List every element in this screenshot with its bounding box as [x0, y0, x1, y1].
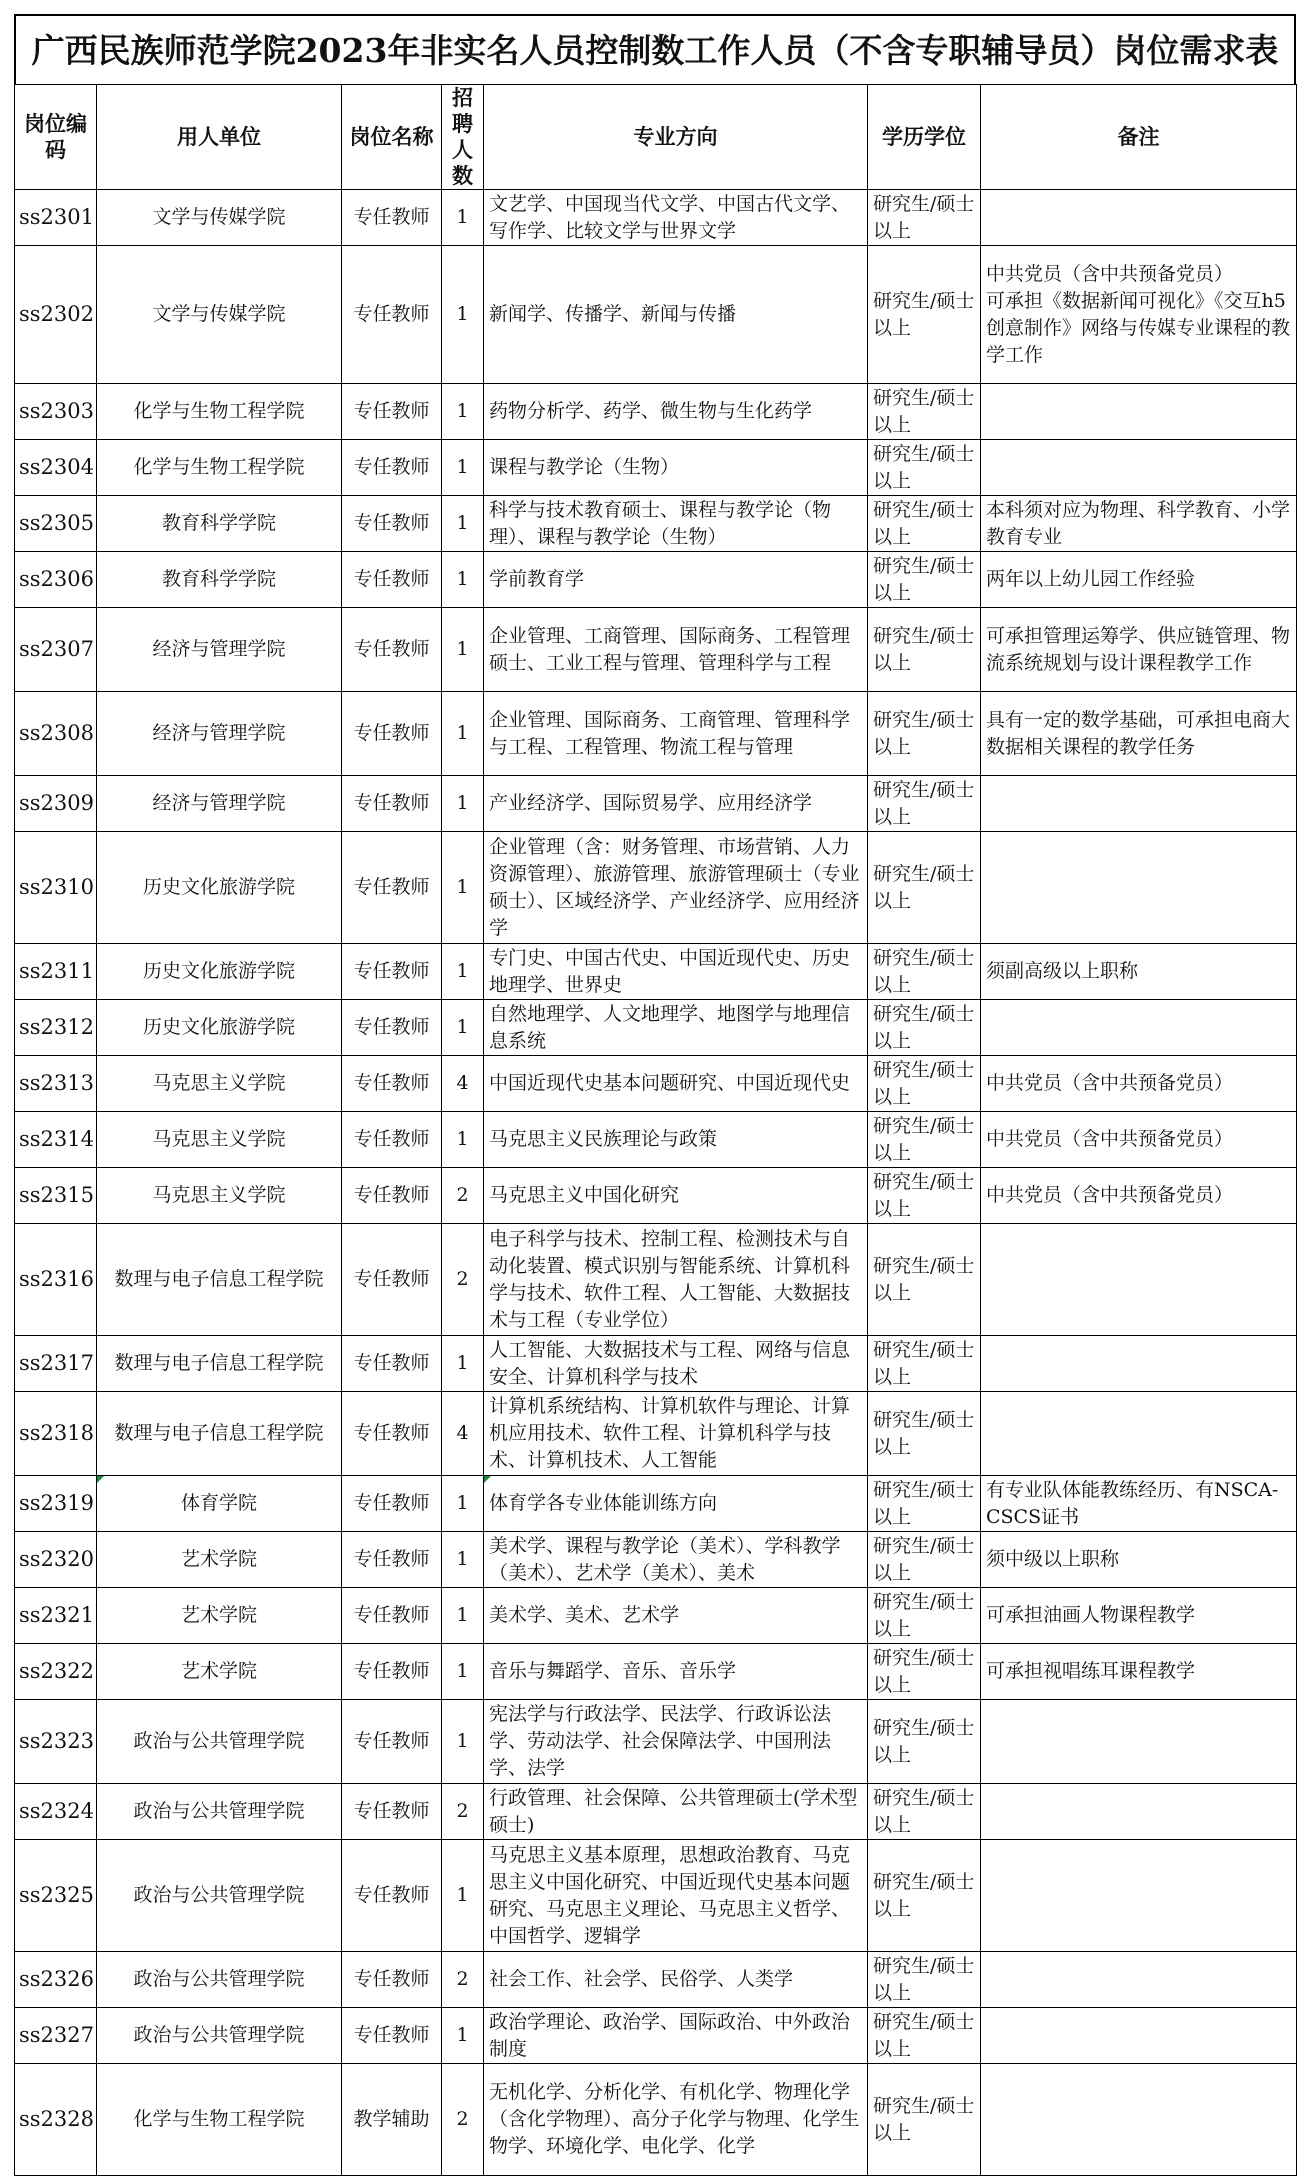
major-cell: 企业管理（含：财务管理、市场营销、人力资源管理）、旅游管理、旅游管理硕士（专业硕士）、区域经济学、产业经济学、应用经济学: [484, 832, 868, 944]
code-cell: ss2317: [15, 1336, 97, 1392]
code-cell: ss2310: [15, 832, 97, 944]
code-cell: ss2305: [15, 496, 97, 552]
code-cell: ss2324: [15, 1784, 97, 1840]
post-cell: 专任教师: [342, 1476, 442, 1532]
count-cell: 2: [442, 1952, 484, 2008]
code-cell: ss2325: [15, 1840, 97, 1952]
table-row: [15, 552, 1297, 608]
code-cell: ss2320: [15, 1532, 97, 1588]
degree-cell: 研究生/硕士以上: [868, 1392, 981, 1476]
note-cell: [981, 776, 1297, 832]
count-cell: 1: [442, 1336, 484, 1392]
major-cell: 药物分析学、药学、微生物与生化药学: [484, 384, 868, 440]
post-cell: 专任教师: [342, 1224, 442, 1336]
table-row: [15, 1700, 1297, 1784]
major-cell: 学前教育学: [484, 552, 868, 608]
post-cell: 专任教师: [342, 1168, 442, 1224]
major-cell: 专门史、中国古代史、中国近现代史、历史地理学、世界史: [484, 944, 868, 1000]
table-row: [15, 944, 1297, 1000]
post-cell: 专任教师: [342, 2008, 442, 2064]
degree-cell: 研究生/硕士以上: [868, 776, 981, 832]
unit-cell: 化学与生物工程学院: [97, 2064, 342, 2176]
major-cell: 宪法学与行政法学、民法学、行政诉讼法学、劳动法学、社会保障法学、中国刑法学、法学: [484, 1700, 868, 1784]
note-cell: 本科须对应为物理、科学教育、小学教育专业: [981, 496, 1297, 552]
post-cell: 专任教师: [342, 692, 442, 776]
post-cell: 专任教师: [342, 1056, 442, 1112]
major-cell: 企业管理、国际商务、工商管理、管理科学与工程、工程管理、物流工程与管理: [484, 692, 868, 776]
post-cell: 专任教师: [342, 608, 442, 692]
degree-cell: 研究生/硕士以上: [868, 1112, 981, 1168]
major-cell: 行政管理、社会保障、公共管理硕士(学术型硕士): [484, 1784, 868, 1840]
header-degree: 学历学位: [868, 85, 981, 190]
note-cell: [981, 1336, 1297, 1392]
degree-cell: 研究生/硕士以上: [868, 1168, 981, 1224]
note-cell: [981, 1224, 1297, 1336]
unit-cell: 化学与生物工程学院: [97, 440, 342, 496]
unit-cell: 历史文化旅游学院: [97, 832, 342, 944]
code-cell: ss2307: [15, 608, 97, 692]
note-cell: 有专业队体能教练经历、有NSCA-CSCS证书: [981, 1476, 1297, 1532]
major-cell: 新闻学、传播学、新闻与传播: [484, 246, 868, 384]
degree-cell: 研究生/硕士以上: [868, 496, 981, 552]
code-cell: ss2323: [15, 1700, 97, 1784]
note-cell: [981, 2008, 1297, 2064]
note-cell: 可承担视唱练耳课程教学: [981, 1644, 1297, 1700]
major-cell: 电子科学与技术、控制工程、检测技术与自动化装置、模式识别与智能系统、计算机科学与技术、软件工程、人工智能、大数据技术与工程（专业学位）: [484, 1224, 868, 1336]
degree-cell: 研究生/硕士以上: [868, 1952, 981, 2008]
count-cell: 1: [442, 944, 484, 1000]
table-row: [15, 1588, 1297, 1644]
note-cell: [981, 1000, 1297, 1056]
table-row: [15, 692, 1297, 776]
post-cell: 专任教师: [342, 1532, 442, 1588]
major-cell: 音乐与舞蹈学、音乐、音乐学: [484, 1644, 868, 1700]
table-row: [15, 1392, 1297, 1476]
table-row: [15, 190, 1297, 246]
degree-cell: 研究生/硕士以上: [868, 1840, 981, 1952]
page-title: 广西民族师范学院2023年非实名人员控制数工作人员（不含专职辅导员）岗位需求表: [14, 14, 1296, 84]
degree-cell: 研究生/硕士以上: [868, 1336, 981, 1392]
code-cell: ss2314: [15, 1112, 97, 1168]
header-count: 招聘人数: [442, 85, 484, 190]
degree-cell: 研究生/硕士以上: [868, 1532, 981, 1588]
note-cell: [981, 440, 1297, 496]
table-row: [15, 1532, 1297, 1588]
unit-cell: 经济与管理学院: [97, 776, 342, 832]
count-cell: 2: [442, 1784, 484, 1840]
post-cell: 专任教师: [342, 944, 442, 1000]
count-cell: 1: [442, 776, 484, 832]
unit-cell: 政治与公共管理学院: [97, 2008, 342, 2064]
code-cell: ss2303: [15, 384, 97, 440]
major-cell: 无机化学、分析化学、有机化学、物理化学（含化学物理）、高分子化学与物理、化学生物学、环境化学、电化学、化学: [484, 2064, 868, 2176]
degree-cell: 研究生/硕士以上: [868, 1056, 981, 1112]
table-row: [15, 1224, 1297, 1336]
note-cell: [981, 2064, 1297, 2176]
note-cell: [981, 1784, 1297, 1840]
count-cell: 1: [442, 1588, 484, 1644]
count-cell: 1: [442, 246, 484, 384]
count-cell: 1: [442, 440, 484, 496]
post-cell: 专任教师: [342, 1392, 442, 1476]
note-cell: [981, 1700, 1297, 1784]
major-cell: 人工智能、大数据技术与工程、网络与信息安全、计算机科学与技术: [484, 1336, 868, 1392]
table-row: [15, 608, 1297, 692]
code-cell: ss2321: [15, 1588, 97, 1644]
major-cell: 马克思主义基本原理，思想政治教育、马克思主义中国化研究、中国近现代史基本问题研究、马克思主义理论、马克思主义哲学、中国哲学、逻辑学: [484, 1840, 868, 1952]
table-row: [15, 1784, 1297, 1840]
code-cell: ss2301: [15, 190, 97, 246]
note-cell: [981, 1952, 1297, 2008]
post-cell: 专任教师: [342, 384, 442, 440]
note-cell: [981, 832, 1297, 944]
code-cell: ss2309: [15, 776, 97, 832]
post-cell: 教学辅助: [342, 2064, 442, 2176]
note-cell: 中共党员（含中共预备党员）: [981, 1168, 1297, 1224]
post-cell: 专任教师: [342, 1112, 442, 1168]
note-cell: [981, 1840, 1297, 1952]
degree-cell: 研究生/硕士以上: [868, 190, 981, 246]
unit-cell: 文学与传媒学院: [97, 246, 342, 384]
degree-cell: 研究生/硕士以上: [868, 2008, 981, 2064]
unit-cell: 马克思主义学院: [97, 1056, 342, 1112]
code-cell: ss2306: [15, 552, 97, 608]
header-row: [15, 85, 1297, 190]
major-cell: 产业经济学、国际贸易学、应用经济学: [484, 776, 868, 832]
code-cell: ss2328: [15, 2064, 97, 2176]
major-cell: 课程与教学论（生物）: [484, 440, 868, 496]
degree-cell: 研究生/硕士以上: [868, 384, 981, 440]
count-cell: 1: [442, 832, 484, 944]
post-cell: 专任教师: [342, 496, 442, 552]
post-cell: 专任教师: [342, 1644, 442, 1700]
count-cell: 1: [442, 384, 484, 440]
header-note: 备注: [981, 85, 1297, 190]
degree-cell: 研究生/硕士以上: [868, 1476, 981, 1532]
table-row: [15, 1476, 1297, 1532]
post-cell: 专任教师: [342, 1000, 442, 1056]
unit-cell: 数理与电子信息工程学院: [97, 1224, 342, 1336]
degree-cell: 研究生/硕士以上: [868, 832, 981, 944]
unit-cell: 经济与管理学院: [97, 608, 342, 692]
degree-cell: 研究生/硕士以上: [868, 1000, 981, 1056]
major-cell: 自然地理学、人文地理学、地图学与地理信息系统: [484, 1000, 868, 1056]
note-cell: 中共党员（含中共预备党员） 可承担《数据新闻可视化》《交互h5创意制作》网络与传媒专业课程的教学工作: [981, 246, 1297, 384]
major-cell: 企业管理、工商管理、国际商务、工程管理硕士、工业工程与管理、管理科学与工程: [484, 608, 868, 692]
table-row: [15, 1644, 1297, 1700]
unit-cell: 政治与公共管理学院: [97, 1952, 342, 2008]
note-cell: 可承担管理运筹学、供应链管理、物流系统规划与设计课程教学工作: [981, 608, 1297, 692]
note-cell: 须中级以上职称: [981, 1532, 1297, 1588]
major-cell: 计算机系统结构、计算机软件与理论、计算机应用技术、软件工程、计算机科学与技术、计算机技术、人工智能: [484, 1392, 868, 1476]
degree-cell: 研究生/硕士以上: [868, 552, 981, 608]
note-cell: 两年以上幼儿园工作经验: [981, 552, 1297, 608]
unit-cell: 体育学院: [97, 1476, 342, 1532]
header-code: 岗位编码: [15, 85, 97, 190]
degree-cell: 研究生/硕士以上: [868, 1784, 981, 1840]
post-cell: 专任教师: [342, 832, 442, 944]
post-cell: 专任教师: [342, 1952, 442, 2008]
code-cell: ss2322: [15, 1644, 97, 1700]
major-cell: 体育学各专业体能训练方向: [484, 1476, 868, 1532]
post-cell: 专任教师: [342, 1840, 442, 1952]
table-row: [15, 496, 1297, 552]
post-cell: 专任教师: [342, 190, 442, 246]
count-cell: 4: [442, 1056, 484, 1112]
code-cell: ss2318: [15, 1392, 97, 1476]
job-table: [14, 84, 1297, 2176]
code-cell: ss2316: [15, 1224, 97, 1336]
degree-cell: 研究生/硕士以上: [868, 1224, 981, 1336]
unit-cell: 历史文化旅游学院: [97, 1000, 342, 1056]
table-row: [15, 1112, 1297, 1168]
note-cell: 须副高级以上职称: [981, 944, 1297, 1000]
degree-cell: 研究生/硕士以上: [868, 692, 981, 776]
header-major: 专业方向: [484, 85, 868, 190]
code-cell: ss2311: [15, 944, 97, 1000]
unit-cell: 化学与生物工程学院: [97, 384, 342, 440]
table-row: [15, 1056, 1297, 1112]
post-cell: 专任教师: [342, 1588, 442, 1644]
code-cell: ss2308: [15, 692, 97, 776]
table-row: [15, 832, 1297, 944]
unit-cell: 马克思主义学院: [97, 1112, 342, 1168]
count-cell: 1: [442, 1840, 484, 1952]
unit-cell: 数理与电子信息工程学院: [97, 1392, 342, 1476]
count-cell: 1: [442, 608, 484, 692]
major-cell: 科学与技术教育硕士、课程与教学论（物理）、课程与教学论（生物）: [484, 496, 868, 552]
code-cell: ss2319: [15, 1476, 97, 1532]
major-cell: 马克思主义民族理论与政策: [484, 1112, 868, 1168]
major-cell: 马克思主义中国化研究: [484, 1168, 868, 1224]
code-cell: ss2304: [15, 440, 97, 496]
table-row: [15, 2064, 1297, 2176]
post-cell: 专任教师: [342, 1784, 442, 1840]
table-row: [15, 2008, 1297, 2064]
post-cell: 专任教师: [342, 246, 442, 384]
table-row: [15, 776, 1297, 832]
count-cell: 1: [442, 1532, 484, 1588]
major-cell: 中国近现代史基本问题研究、中国近现代史: [484, 1056, 868, 1112]
count-cell: 1: [442, 496, 484, 552]
count-cell: 1: [442, 692, 484, 776]
table-row: [15, 1840, 1297, 1952]
post-cell: 专任教师: [342, 1700, 442, 1784]
count-cell: 1: [442, 1700, 484, 1784]
note-cell: [981, 190, 1297, 246]
major-cell: 社会工作、社会学、民俗学、人类学: [484, 1952, 868, 2008]
count-cell: 2: [442, 2064, 484, 2176]
unit-cell: 艺术学院: [97, 1644, 342, 1700]
count-cell: 1: [442, 552, 484, 608]
note-cell: [981, 1392, 1297, 1476]
count-cell: 1: [442, 1644, 484, 1700]
degree-cell: 研究生/硕士以上: [868, 2064, 981, 2176]
major-cell: 美术学、美术、艺术学: [484, 1588, 868, 1644]
post-cell: 专任教师: [342, 440, 442, 496]
count-cell: 2: [442, 1168, 484, 1224]
code-cell: ss2313: [15, 1056, 97, 1112]
degree-cell: 研究生/硕士以上: [868, 944, 981, 1000]
degree-cell: 研究生/硕士以上: [868, 440, 981, 496]
count-cell: 1: [442, 1476, 484, 1532]
code-cell: ss2302: [15, 246, 97, 384]
code-cell: ss2312: [15, 1000, 97, 1056]
degree-cell: 研究生/硕士以上: [868, 1700, 981, 1784]
degree-cell: 研究生/硕士以上: [868, 608, 981, 692]
unit-cell: 教育科学学院: [97, 496, 342, 552]
table-row: [15, 1000, 1297, 1056]
unit-cell: 政治与公共管理学院: [97, 1784, 342, 1840]
unit-cell: 教育科学学院: [97, 552, 342, 608]
page: [14, 14, 1296, 2176]
note-cell: 中共党员（含中共预备党员）: [981, 1112, 1297, 1168]
degree-cell: 研究生/硕士以上: [868, 1644, 981, 1700]
count-cell: 1: [442, 1112, 484, 1168]
unit-cell: 艺术学院: [97, 1532, 342, 1588]
unit-cell: 历史文化旅游学院: [97, 944, 342, 1000]
table-row: [15, 246, 1297, 384]
code-cell: ss2326: [15, 1952, 97, 2008]
unit-cell: 马克思主义学院: [97, 1168, 342, 1224]
note-cell: 具有一定的数学基础，可承担电商大数据相关课程的教学任务: [981, 692, 1297, 776]
post-cell: 专任教师: [342, 776, 442, 832]
unit-cell: 经济与管理学院: [97, 692, 342, 776]
table-row: [15, 440, 1297, 496]
table-row: [15, 1168, 1297, 1224]
note-cell: 中共党员（含中共预备党员）: [981, 1056, 1297, 1112]
count-cell: 1: [442, 2008, 484, 2064]
note-cell: [981, 384, 1297, 440]
count-cell: 1: [442, 190, 484, 246]
note-cell: 可承担油画人物课程教学: [981, 1588, 1297, 1644]
post-cell: 专任教师: [342, 552, 442, 608]
major-cell: 文艺学、中国现当代文学、中国古代文学、写作学、比较文学与世界文学: [484, 190, 868, 246]
header-post: 岗位名称: [342, 85, 442, 190]
degree-cell: 研究生/硕士以上: [868, 1588, 981, 1644]
table-row: [15, 1952, 1297, 2008]
unit-cell: 数理与电子信息工程学院: [97, 1336, 342, 1392]
major-cell: 政治学理论、政治学、国际政治、中外政治制度: [484, 2008, 868, 2064]
count-cell: 2: [442, 1224, 484, 1336]
unit-cell: 政治与公共管理学院: [97, 1700, 342, 1784]
table-row: [15, 384, 1297, 440]
count-cell: 4: [442, 1392, 484, 1476]
header-unit: 用人单位: [97, 85, 342, 190]
unit-cell: 政治与公共管理学院: [97, 1840, 342, 1952]
code-cell: ss2327: [15, 2008, 97, 2064]
count-cell: 1: [442, 1000, 484, 1056]
unit-cell: 文学与传媒学院: [97, 190, 342, 246]
major-cell: 美术学、课程与教学论（美术）、学科教学（美术）、艺术学（美术）、美术: [484, 1532, 868, 1588]
table-row: [15, 1336, 1297, 1392]
code-cell: ss2315: [15, 1168, 97, 1224]
degree-cell: 研究生/硕士以上: [868, 246, 981, 384]
post-cell: 专任教师: [342, 1336, 442, 1392]
unit-cell: 艺术学院: [97, 1588, 342, 1644]
